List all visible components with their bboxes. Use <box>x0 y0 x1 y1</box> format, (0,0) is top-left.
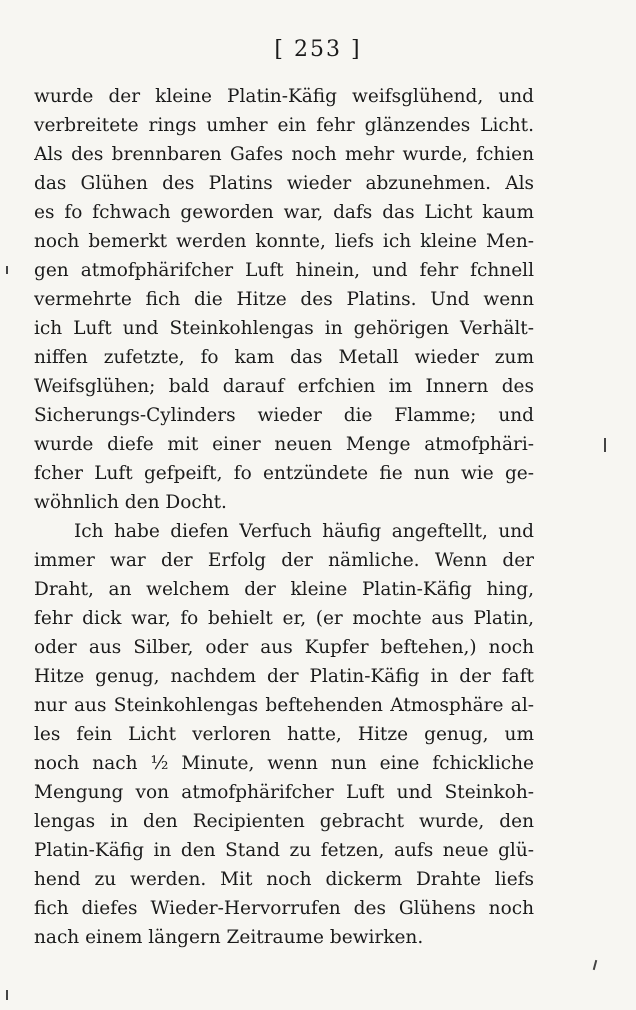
text-line: wurde der kleine Platin-Käfig weifsglühend, und <box>34 86 534 107</box>
text-line: vermehrte fich die Hitze des Platins. Und wenn <box>34 289 534 310</box>
text-line: lengas in den Recipienten gebracht wurde, den <box>34 811 534 832</box>
text-line: Als des brennbaren Gafes noch mehr wurde, fchien <box>34 144 534 165</box>
text-line: es fo fchwach geworden war, dafs das Licht kaum <box>34 202 534 223</box>
scan-speck <box>6 990 8 1000</box>
text-line: fehr dick war, fo behielt er, (er mochte aus Platin, <box>34 608 534 629</box>
text-line: ich Luft und Steinkohlengas in gehörigen Verhält- <box>34 318 534 339</box>
text-line: les fein Licht verloren hatte, Hitze genug, um <box>34 724 534 745</box>
text-line: Platin-Käfig in den Stand zu fetzen, aufs neue glü- <box>34 840 534 861</box>
text-line: Sicherungs-Cylinders wieder die Flamme; und <box>34 405 534 426</box>
text-line: Mengung von atmofphärifcher Luft und Steinkoh- <box>34 782 534 803</box>
text-line: wöhnlich den Docht. <box>34 492 227 513</box>
text-line: Hitze genug, nachdem der Platin-Käfig in der faft <box>34 666 534 687</box>
text-line: gen atmofphärifcher Luft hinein, und fehr fchnell <box>34 260 534 281</box>
text-line: niffen zufetzte, fo kam das Metall wieder zum <box>34 347 534 368</box>
text-line: immer war der Erfolg der nämliche. Wenn der <box>34 550 534 571</box>
body-text <box>34 82 534 952</box>
scan-speck <box>6 266 8 274</box>
text-line: nur aus Steinkohlengas beftehenden Atmosphäre al- <box>34 695 534 716</box>
text-line: Weifsglühen; bald darauf erfchien im Innern des <box>34 376 534 397</box>
scan-speck <box>593 960 598 970</box>
text-line: hend zu werden. Mit noch dickerm Drahte liefs <box>34 869 534 890</box>
scan-speck <box>604 438 606 452</box>
text-line: das Glühen des Platins wieder abzunehmen. Als <box>34 173 534 194</box>
text-line: Ich habe diefen Verfuch häufig angeftellt, und <box>74 521 534 542</box>
text-line: fcher Luft gefpeift, fo entzündete fie nun wie ge- <box>34 463 534 484</box>
text-line: nach einem längern Zeitraume bewirken. <box>34 927 424 948</box>
text-line: noch nach ½ Minute, wenn nun eine fchickliche <box>34 753 534 774</box>
text-line: fich diefes Wieder-Hervorrufen des Glühens noch <box>34 898 534 919</box>
page-number: [ 253 ] <box>274 37 362 62</box>
text-line: wurde diefe mit einer neuen Menge atmofphäri- <box>34 434 534 455</box>
text-line: Draht, an welchem der kleine Platin-Käfig hing, <box>34 579 534 600</box>
text-line: oder aus Silber, oder aus Kupfer beftehen,) noch <box>34 637 534 658</box>
text-line: verbreitete rings umher ein fehr glänzendes Licht. <box>34 115 534 136</box>
text-line: noch bemerkt werden konnte, liefs ich kleine Men- <box>34 231 534 252</box>
